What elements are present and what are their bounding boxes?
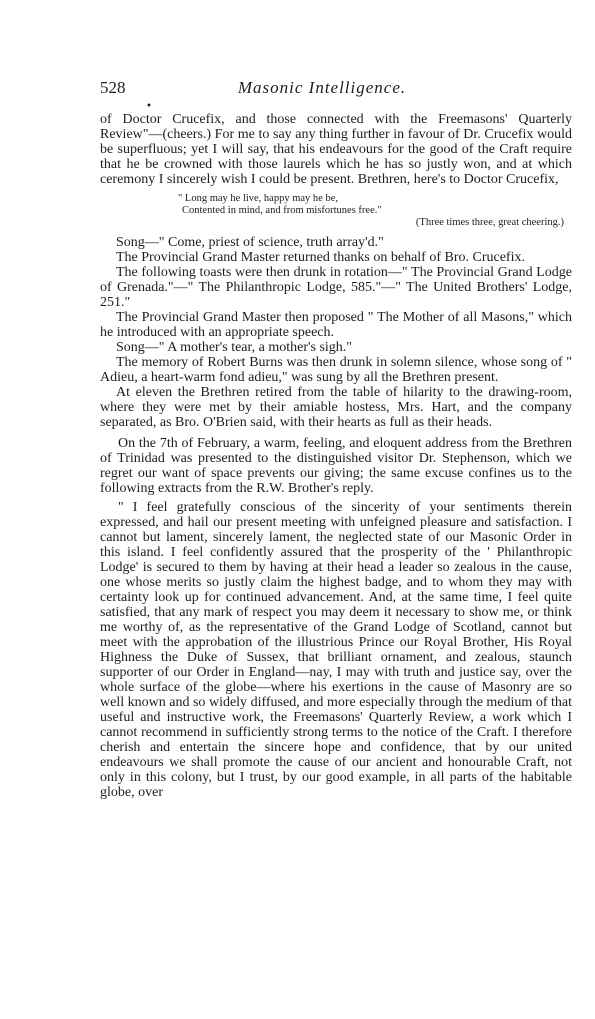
paragraph-song-1: Song—" Come, priest of science, truth array'd." xyxy=(116,235,384,250)
paragraph-closing: At eleven the Brethren retired from the table of hilarity to the drawing-room, where they were met by their amiable hostess, Mrs. Hart, and the company separated, as Bro. O'Brien said, with their hearts as full as their heads. xyxy=(100,385,572,430)
printer-mark: • xyxy=(146,101,152,112)
verse-stage-note: (Three times three, great cheering.) xyxy=(415,217,564,228)
page-number: 528 xyxy=(100,78,126,97)
paragraph-mother-toast: The Provincial Grand Master then proposed " The Mother of all Masons," which he introduced with an appropriate speech. xyxy=(100,310,572,340)
page-header xyxy=(100,78,544,98)
verse-line-2: Contented in mind, and from misfortunes free." xyxy=(182,205,382,216)
paragraph-song-2: Song—" A mother's tear, a mother's sigh." xyxy=(116,340,353,355)
paragraph-reply: " I feel gratefully conscious of the sincerity of your sentiments therein expressed, and hail our present meeting with unfeigned pleasure and satisfaction. I cannot but lament, sincerely lament, the neglected state of our Masonic Order in this island. I feel confidently assured that the prosperity of the ' Philanthropic Lodge' is secured to them by having at their head a leader so zealous in the cause, one whose merits so justly claim the highest badge, and to whom they may with certainty look up for continued advancement. And, at the same time, I feel quite satisfied, that any mark of respect you may deem it necessary to show me, or think me worthy of, as the representative of the Grand Lodge of Scotland, cannot but meet with the approbation of the illustrious Prince our Royal Brother, His Royal Highness the Duke of Sussex, that brilliant ornament, and zealous, staunch supporter of our Order in England—nay, I may with truth and justice say, over the whole surface of the globe—where his exertions in the cause of Masonry are so well known and so widely diffused, and more especially through the medium of that useful and instructive work, the Freemasons' Quarterly Review, a work which I cannot recommend in sufficiently strong terms to the notice of the Craft. I therefore cherish and entertain the sincere hope and confidence, that by our united endeavours we shall promote the cause of our ancient and honourable Craft, not only in this colony, but I trust, by our good example, in all parts of the habitable globe, over xyxy=(100,500,572,800)
paragraph-burns: The memory of Robert Burns was then drunk in solemn silence, whose song of " Adieu, a heart-warm fond adieu," was sung by all the Brethren present. xyxy=(100,355,572,385)
running-title: Masonic Intelligence. xyxy=(237,78,407,97)
body-text xyxy=(100,112,572,800)
paragraph-trinidad: On the 7th of February, a warm, feeling, and eloquent address from the Brethren of Trinidad was presented to the distinguished visitor Dr. Stephenson, which we regret our want of space prevents our giving; the same excuse confines us to the following extracts from the R.W. Brother's reply. xyxy=(100,436,572,496)
paragraph-toasts: The following toasts were then drunk in rotation—" The Provincial Grand Lodge of Grenada."—" The Philanthropic Lodge, 585."—" The United Brothers' Lodge, 251." xyxy=(100,265,572,310)
intro-paragraph: of Doctor Crucefix, and those connected with the Freemasons' Quarterly Review"—(cheers.) For me to say any thing further in favour of Dr. Crucefix would be superfluous; yet I will say, that his endeavours for the good of the Craft require that he be crowned with those laurels which he has so justly won, and at which ceremony I sincerely wish I could be present. Brethren, here's to Doctor Crucefix, xyxy=(100,112,572,187)
verse-line-1: " Long may he live, happy may he be, xyxy=(178,193,338,204)
paragraph-thanks: The Provincial Grand Master returned thanks on behalf of Bro. Crucefix. xyxy=(116,250,525,265)
toast-verse xyxy=(100,193,572,229)
